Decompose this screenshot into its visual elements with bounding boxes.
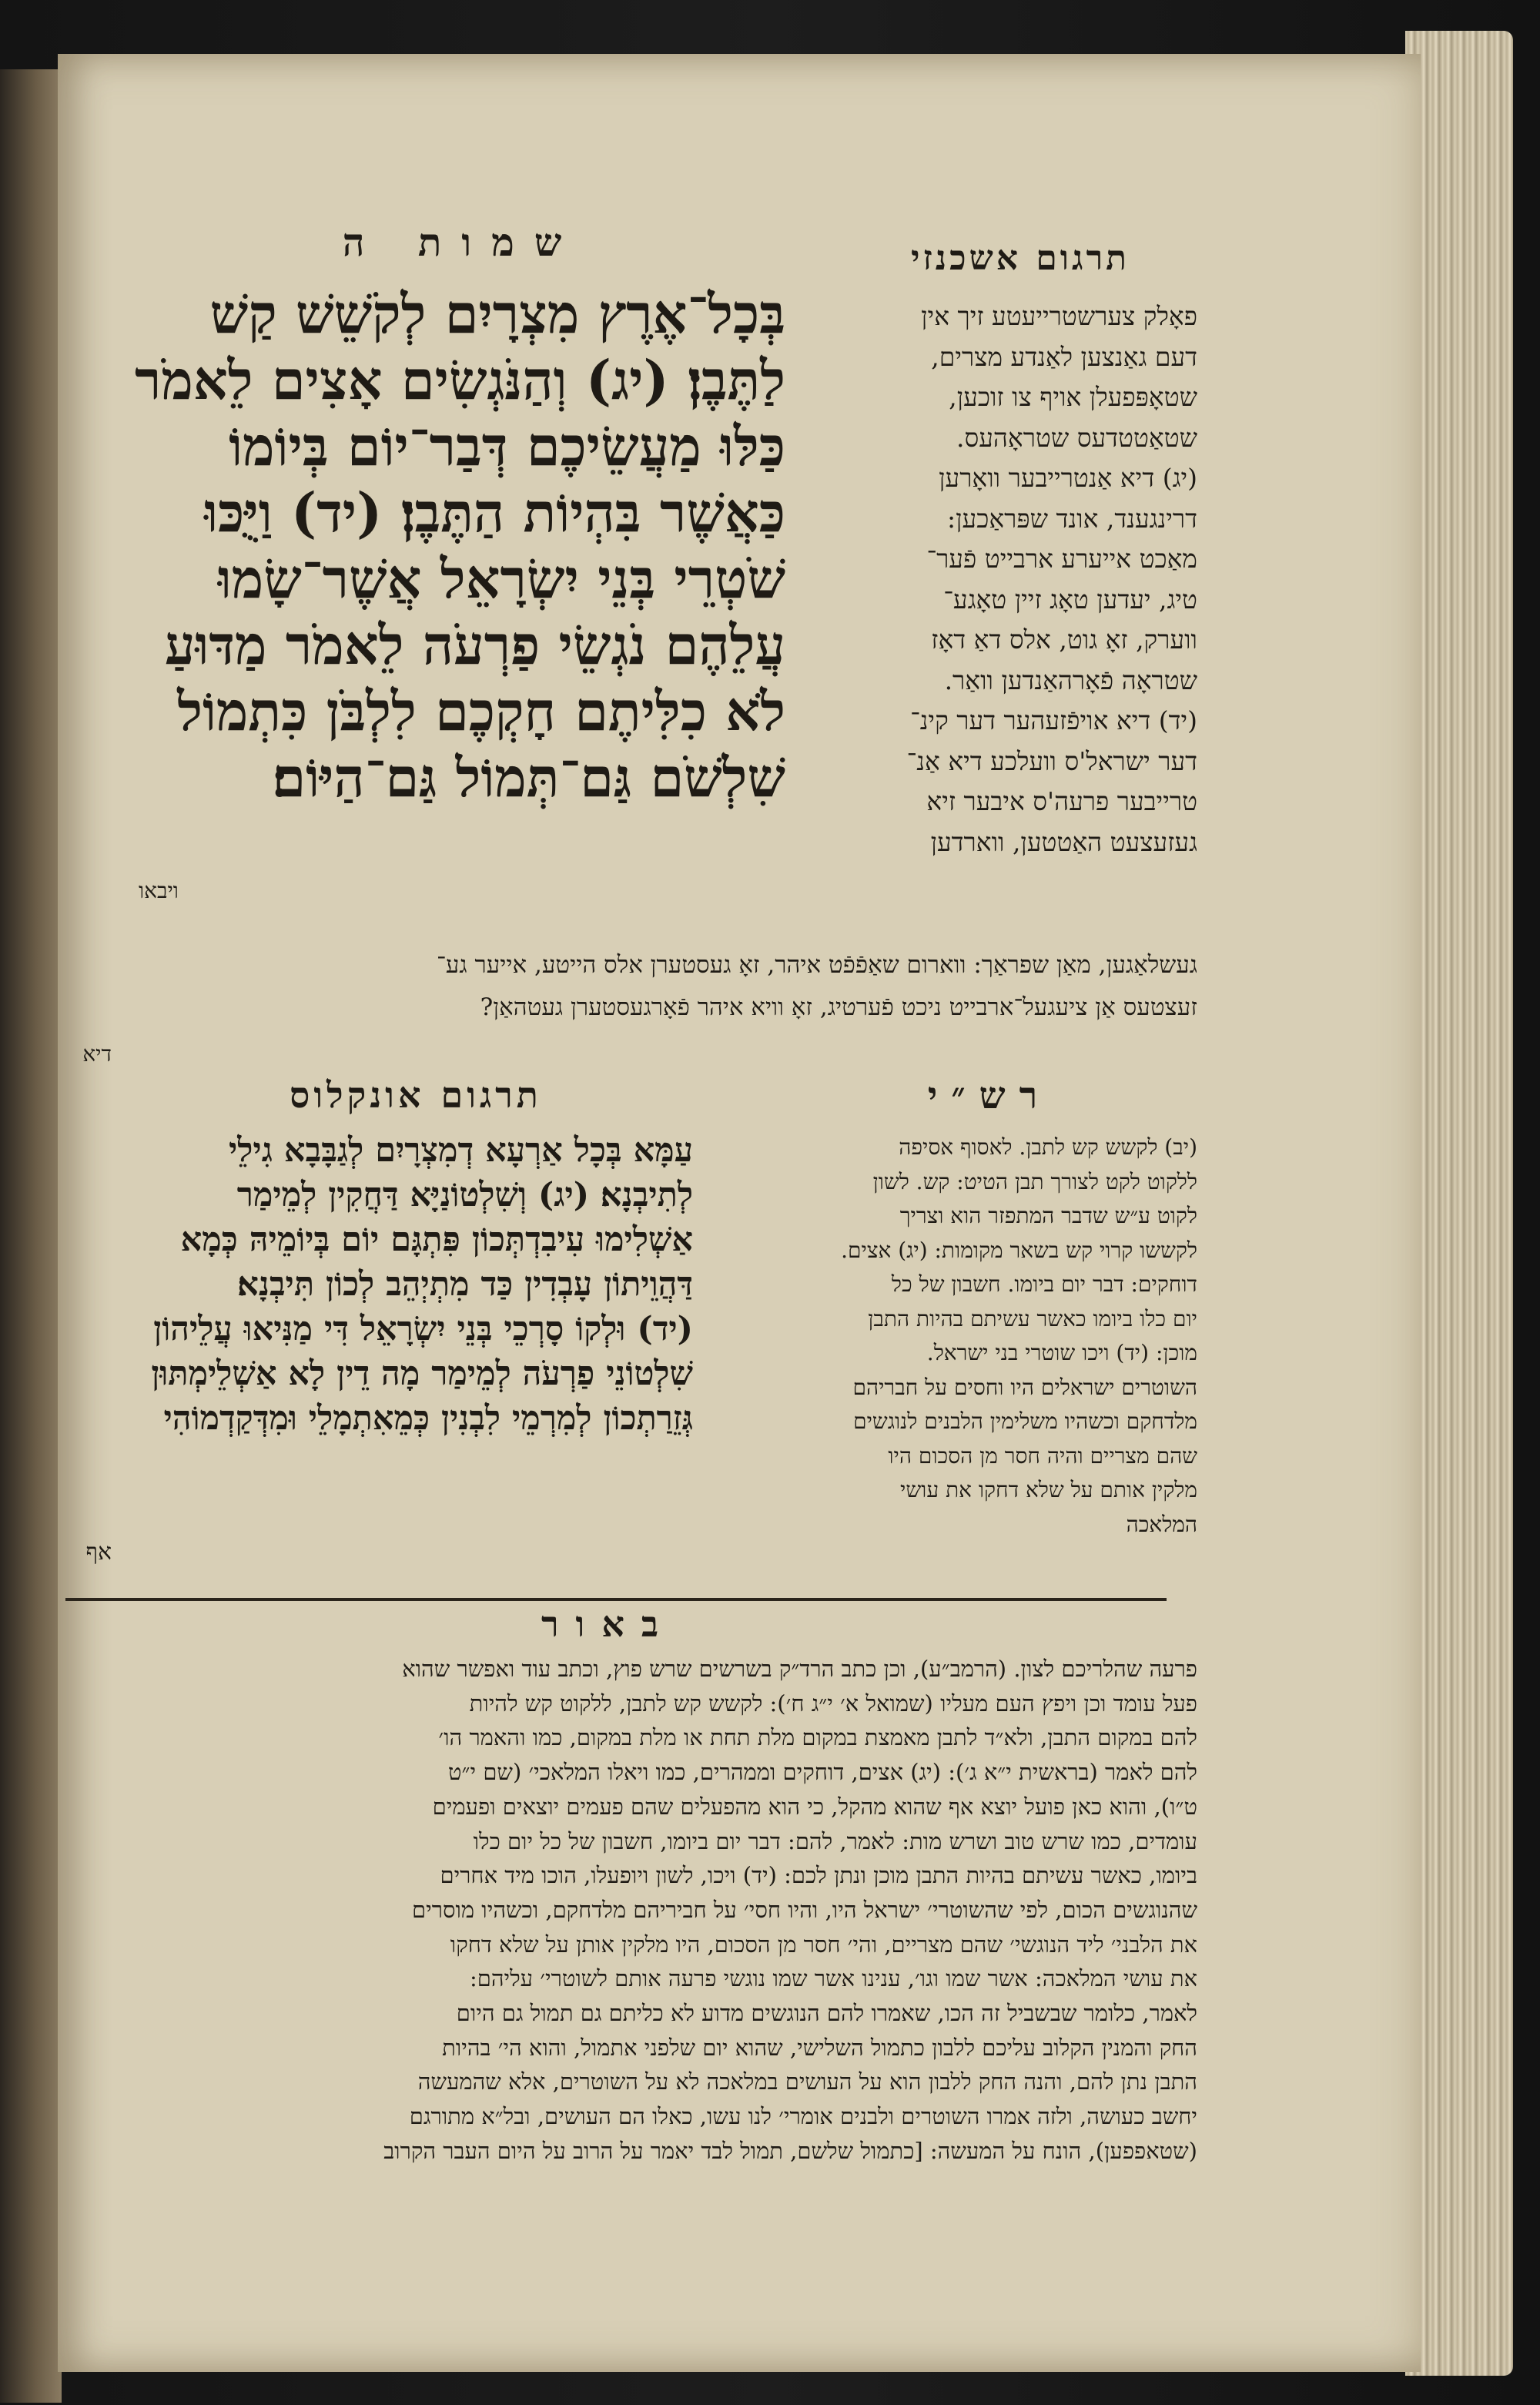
verse-line: לֹא כִלִּיתֶם חָקְכֶם לִלְבֹּן כִּתְמוֹל <box>177 679 785 743</box>
commentary-line: לקוט ע״ש שדבר המתפזר הוא וצריך <box>899 1203 1197 1228</box>
page-header-title: שמות ה <box>342 219 582 265</box>
verse-line: שֹׁטְרֵי בְּנֵי יִשְׂרָאֵל אֲשֶׁר־שָׂמוּ <box>217 547 785 611</box>
biur-line: התבן נתן להם, והנה החק ללבון הוא על העושים במלאכה לא על השוטרים, אלא שהמעשה <box>417 2068 1197 2095</box>
commentary-line: לקששו קרוי קש בשאר מקומות: (יג) אצים. <box>841 1237 1197 1263</box>
text-line: מאַכט אייערע ארבייט פֿער־ <box>926 544 1197 574</box>
onkelos-line: (יד) וּלְקוֹ סָרְכֵי בְּנֵי יִשְׂרָאֵל דִּי מַנִּיאוּ עֲלֵיהוֹן <box>153 1310 693 1348</box>
biur-line: עומדים, כמו שרש טוב ושרש מות: לאמר, להם: דבר יום ביומו, חשבון של כל יום כלו <box>473 1827 1197 1854</box>
continuation-line: געשלאַגען, מאַן שפראַך: ווארום שאַפֿפֿט איהר, זאָ געסטערן אלס הייטע, אייער גע־ <box>437 951 1197 979</box>
continuation-line: זעצטעס אַן ציעגעל־ארבייט ניכט פֿערטיג, זאָ וויא איהר פֿאָרגעסטערן געטהאַן? <box>480 993 1197 1021</box>
biur-title: באור <box>541 1603 676 1645</box>
biur-line: ט״ו), והוא כאן פועל יוצא אף שהוא מהקל, כי הוא מהפעלים שהם פעמים יוצאים ופעמים <box>432 1793 1197 1820</box>
text-line: טרייבער פרעה'ס איבער זיא <box>926 786 1197 816</box>
biur-line: את עושי המלאכה: אשר שמו וגו׳, ענינו אשר שמו נוגשי פרעה אותם לשוטרי׳ עליהם: <box>469 1965 1197 1992</box>
onkelos-line: אַשְׁלִימוּ עִיבִדְתְּכוֹן פִּתְגָּם יוֹם בְּיוֹמֵיהּ כְּמָא <box>180 1221 693 1259</box>
text-line: ווערק, זאָ גוט, אלס דאַ דאָז <box>931 625 1197 655</box>
text-line: דעם גאַנצען לאַנדע מצרים, <box>931 341 1197 372</box>
text-line: שטאָפּפעלן אויף צו זוכען, <box>949 382 1197 412</box>
commentary-line: מלקין אותם על שלא דחקו את עושי <box>900 1477 1197 1502</box>
text-line: דער ישראל'ס וועלכע דיא אַנ־ <box>906 745 1197 776</box>
commentary-line: השוטרים ישראלים היו וחסים על חבריהם <box>852 1374 1197 1400</box>
text-line: (יג) דיא אַנטרייבער וואָרען <box>939 463 1197 493</box>
commentary-line: דוחקים: דבר יום ביומו. חשבון של כל <box>891 1271 1197 1297</box>
biur-line: לאמר, כלומר שבשביל זה הכו, שאמרו להם הנוגשים מדוע לא כליתם גם תמול גם היום <box>456 2000 1197 2027</box>
onkelos-line: גְּזֵרַתְכוֹן לְמִרְמֵי לִבְנִין כְּמֵאִתְמָלֵי וּמִדְּקַדְמוֹהִי <box>163 1399 693 1438</box>
commentary-line: יום כלו ביומו כאשר עשיתם בהיות התבן <box>868 1305 1197 1331</box>
biur-line: החק והמנין הקלוב עליכם ללבון כתמול השלישי, שהוא יום שלפני אתמול, והוא הי׳ בהיות <box>442 2034 1197 2061</box>
verse-line: שִׁלְשֹׁם גַּם־תְּמוֹל גַּם־הַיּוֹם׃ <box>272 745 785 809</box>
commentary-line: מוכן: (יד) ויכו שוטרי בני ישראל. <box>926 1340 1197 1365</box>
text-line: (יד) דיא אויפֿזעהער דער קינ־ <box>910 705 1197 735</box>
biur-line: פעל עומד וכן ויפץ העם מעליו (שמואל א׳ י״ג ח׳): לקשש קש לתבן, ללקוט קש להיות <box>469 1690 1197 1717</box>
commentary-line: המלאכה <box>1126 1511 1197 1537</box>
targum-onkelos-title: תרגום אונקלוס <box>290 1074 542 1116</box>
targum-onkelos-text <box>65 1128 693 1441</box>
verse-line: כַּלּוּ מַעֲשֵׂיכֶם דְּבַר־יוֹם בְּיוֹמוֹ <box>229 414 785 478</box>
text-line: דרינגענד, אונד שפּראַכען: <box>947 503 1197 534</box>
targum-ashkenazi-text <box>782 296 1197 863</box>
onkelos-line: לְתִיבְנָא׃ (יג) וְשִׁלְטוֹנַיָּא דַּחֲקִין לְמֵימַר <box>236 1176 693 1214</box>
text-line: שטראָה פֿאָרהאַנדען וואַר. <box>944 665 1197 695</box>
text-line: פאָלק צערשטרייעטע זיך אין <box>921 301 1197 331</box>
catchword: ויבאו <box>139 878 179 903</box>
hebrew-verse-text <box>65 281 785 811</box>
onkelos-line: דַּהֲוֵיתוֹן עָבְדִין כַּד מִתְיְהֵב לְכוֹן תִּיבְנָא׃ <box>237 1265 693 1304</box>
text-line: טיג, יעדען טאָג זיין טאָגע־ <box>943 584 1197 615</box>
verse-line: בְּכָל־אֶרֶץ מִצְרָיִם לְקֹשֵׁשׁ קַשׁ <box>209 282 785 346</box>
rashi-title: רש״י <box>927 1074 1052 1117</box>
page-stack-edges <box>1405 31 1513 2376</box>
section-divider <box>65 1598 1167 1601</box>
verse-line: עֲלֵהֶם נֹגְשֵׂי פַרְעֹה לֵאמֹר מַדּוּעַ <box>164 613 785 677</box>
catchword: אף <box>85 1539 112 1566</box>
rashi-commentary <box>701 1130 1197 1542</box>
biur-line: ביומו, כאשר עשיתם בהיות התבן מוכן ונתן לכם: (יד) ויכו, לשון ויופעלו, הוכו מיד אחרים <box>440 1862 1197 1889</box>
biur-line: להם במקום התבן, ולא״ד לתבן מאמצת במקום מלת תחת או מלת במקום, כמו והאמר הו׳ <box>438 1724 1197 1751</box>
text-line: שטאַטטדעס שטראָהעס. <box>956 422 1197 453</box>
biur-line: (שטאפפען), הונח על המעשה: [כתמול שלשם, תמול לבד יאמר על הרוב על היום העבר הקרוב <box>383 2137 1197 2164</box>
text-line: געזעצעט האַטטען, ווארדען <box>930 826 1197 857</box>
verse-line: לַתֶּבֶן׃ (יג) וְהַנֹּגְשִׂים אָצִים לֵאמֹר <box>134 348 785 412</box>
catchword: דיא <box>82 1041 112 1067</box>
biur-commentary <box>65 1652 1197 2169</box>
previous-page-edge <box>0 69 62 2403</box>
onkelos-line: עַמָּא בְּכָל אַרְעָא דְמִצְרָיִם לְגַבָּבָא גִילֵי <box>229 1131 693 1170</box>
targum-ashkenazi-title: תרגום אשכנזי <box>910 239 1130 278</box>
biur-line: שהנוגשים הכום, לפי שהשוטרי׳ ישראל היו, והיו חסי׳ על חביריהם מלדחקם, וכשהיו מוסרים <box>412 1896 1197 1923</box>
biur-line: יחשב כעושה, ולזה אמרו השוטרים ולבנים אומרי׳ לנו עשו, כאלו הם העושים, ובל״א מתורגם <box>409 2103 1197 2130</box>
biur-line: פרעה שהלריכם לצון. (הרמב״ע), וכן כתב הרד״ק בשרשים שרש פוץ, וכתב עוד ואפשר שהוא <box>402 1656 1197 1682</box>
commentary-line: מלדחקם וכשהיו משלימין הלבנים לנוגשים <box>853 1408 1197 1434</box>
biur-line: להם לאמר (בראשית י״א ג׳): (יג) אצים, דוחקים וממהרים, כמו ויאלו המלאכי׳ (שם י״ט <box>447 1759 1197 1786</box>
commentary-line: ללקוט לקט לצורך תבן הטיט: קש. לשון <box>872 1168 1197 1194</box>
verse-line: כַּאֲשֶׁר בִּהְיוֹת הַתֶּבֶן׃ (יד) וַיֻּכּוּ <box>204 481 785 544</box>
commentary-line: שהם מצריים והיה חסר מן הסכום היו <box>888 1442 1197 1469</box>
commentary-line: (יב) לקשש קש לתבן. לאסוף אסיפה <box>899 1134 1197 1160</box>
onkelos-line: שִׁלְטוֹנֵי פַרְעֹה לְמֵימַר מָה דֵין לָא אַשְׁלֵימְתּוּן <box>151 1355 693 1393</box>
biur-line: את הלבני׳ ליד הנוגשי׳ שהם מצריים, והי׳ חסר מן הסכום, היו מלקין אותן על שלא דחקו <box>450 1931 1197 1958</box>
